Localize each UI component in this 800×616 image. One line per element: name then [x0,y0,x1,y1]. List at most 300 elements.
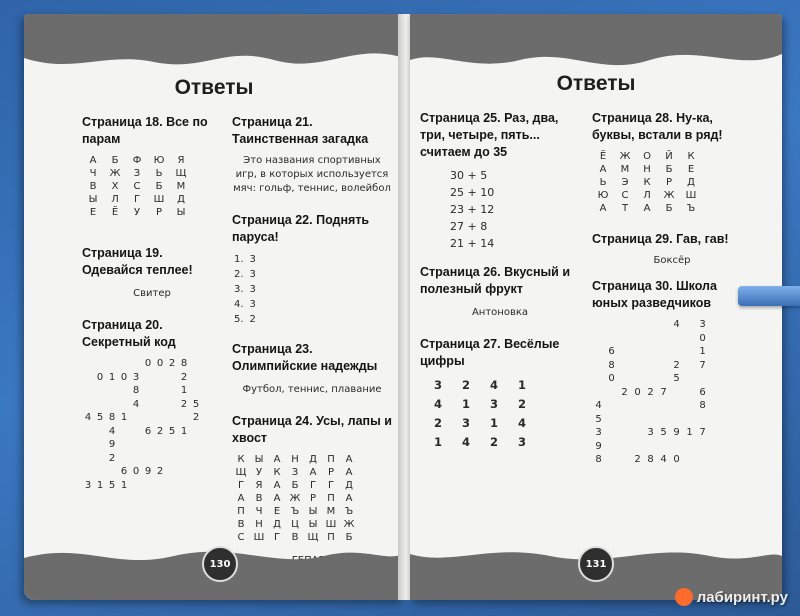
letter-cell: Д [687,177,695,188]
number-grid [424,376,580,452]
left-column-2 [232,114,392,568]
answer-text: Это названия спортивных игр, в которых используется мяч: гольф, теннис, волейбол [233,155,391,194]
digit-cell [605,453,618,467]
digit-cell [82,452,94,466]
letter-cell: Ч [89,168,97,179]
digit-cell [670,332,683,346]
digit-cell: 3 [517,435,526,449]
digit-cell: 4 [517,416,526,430]
digit-cell [631,332,644,346]
digit-cell [683,345,696,359]
digit-cell: 4 [673,319,680,330]
digit-cell [166,465,178,479]
digit-cell [683,359,696,373]
letter-cell: Ж [619,151,631,162]
digit-cell [190,357,202,371]
letter-cell: Ж [663,190,675,201]
digit-cell [618,332,631,346]
digit-cell [178,411,190,425]
letter-cell: А [89,155,97,166]
digit-cell: 0 [156,358,164,369]
digit-cell [631,318,644,332]
letter-cell: Ё [599,151,607,162]
list-item-number: 2. [234,269,244,280]
letter-cell: Ф [132,155,142,166]
letter-cell: Д [177,194,185,205]
digit-cell: 2 [156,425,164,437]
digit-cell: 3 [461,416,470,430]
digit-cell: 2 [517,397,526,411]
letter-cell: Р [327,467,335,478]
letter-cell: Ч [255,506,263,517]
digit-cell [657,359,670,373]
digit-cell [644,318,657,332]
digit-cell: 7 [699,359,706,371]
digit-cell [142,411,154,425]
digit-cell: 2 [489,435,498,449]
letter-cell: Ы [176,207,186,218]
section-title: Страница 22. Поднять парусa! [232,213,370,244]
digit-cell: 4 [489,378,498,392]
letter-cell: Г [327,480,335,491]
letter-cell: Й [665,151,673,162]
digit-cell [166,384,178,398]
digit-cell [618,345,631,359]
digit-cell [618,413,631,427]
top-wave-band [24,14,404,84]
digit-cell [142,438,154,452]
section-title: Страница 29. Гав, гав! [592,232,729,246]
digit-cell [657,345,670,359]
sum-item: 25 + 10 [450,186,495,199]
digit-cell [696,413,709,427]
digit-cell: 4 [433,397,442,411]
letter-cell: Ш [325,519,337,530]
digit-cell: 9 [595,440,602,452]
digit-cell [631,372,644,386]
number-grid [592,318,752,467]
digit-cell [166,452,178,466]
digit-cell [657,318,670,332]
digit-cell [94,384,106,398]
section-title: Страница 25. Раз, два, три, четыре, пять... считаем до 35 [420,111,559,159]
letter-cell: Ы [308,519,318,530]
bookmark-clip [738,286,800,306]
digit-cell [94,398,106,412]
digit-cell: 7 [699,427,706,438]
digit-cell [605,386,618,400]
digit-cell [683,386,696,400]
digit-cell: 8 [647,454,654,465]
sum-item: 23 + 12 [450,203,495,216]
digit-cell [94,452,106,466]
digit-cell: 0 [608,373,615,384]
section-title: Страница 18. Все по парам [82,115,208,146]
letter-cell: Ш [153,194,165,205]
letter-cell: Т [621,203,629,214]
digit-cell: 4 [132,398,140,410]
right-column-1 [420,110,580,468]
letter-cell: А [273,480,281,491]
letter-cell: Ь [599,177,607,188]
letter-cell: С [621,190,629,201]
digit-cell: 1 [96,479,104,491]
digit-cell: 3 [84,479,92,491]
digit-cell: 3 [647,427,654,438]
digit-cell [618,453,631,467]
letter-cell: А [599,203,607,214]
digit-cell [142,371,154,385]
letter-cell: Р [665,177,673,188]
page-number: 131 [578,546,614,582]
letter-cell: Н [643,164,651,175]
watermark [675,588,788,606]
digit-cell [683,372,696,386]
letter-cell: Я [177,155,185,166]
letter-cell: Ь [155,168,163,179]
digit-cell [592,345,605,359]
letter-cell: Ъ [686,203,696,214]
number-grid [82,357,222,492]
list-item [234,267,392,282]
digit-cell: 8 [595,454,602,465]
letter-cell: А [237,493,245,504]
digit-cell: 0 [96,371,104,383]
digit-cell: 5 [595,413,602,425]
answer-text: Боксёр [653,255,691,266]
right-page [410,14,782,600]
digit-cell [166,438,178,452]
digit-cell [142,384,154,398]
list-item-value: 3 [249,284,256,295]
digit-cell: 4 [84,412,92,423]
digit-cell [618,440,631,454]
list-item [234,297,392,312]
letter-cell: Х [111,181,119,192]
digit-cell: 1 [489,416,498,430]
letter-cell: У [133,207,141,218]
letter-cell: Л [643,190,651,201]
section-title: Страница 21. Таинственная загадка [232,115,369,146]
letter-cell: А [643,203,651,214]
digit-cell [154,398,166,412]
list-item-number: 3. [234,284,244,295]
digit-cell: 0 [699,332,706,344]
digit-cell [644,332,657,346]
digit-cell: 8 [132,385,140,396]
digit-cell: 3 [699,319,706,330]
digit-cell: 2 [180,398,188,410]
digit-cell [130,425,142,439]
digit-cell: 5 [96,412,104,423]
sums-list [450,167,580,252]
digit-cell [709,332,722,346]
left-column-1 [82,114,222,502]
letter-cell: Я [255,480,263,491]
letter-cell: Ё [111,207,119,218]
digit-cell [709,399,722,413]
digit-cell: 4 [108,425,116,437]
digit-cell [670,345,683,359]
section-title: Страница 27. Весёлые цифры [420,337,560,368]
letter-cell: Ы [88,194,98,205]
letter-grid [232,453,392,544]
digit-cell: 8 [108,412,116,423]
digit-cell [696,372,709,386]
list-item-value: 2 [249,314,256,325]
digit-cell: 9 [144,466,152,477]
list-item-value: 3 [249,299,256,310]
letter-cell: Г [133,194,141,205]
digit-cell: 6 [144,425,152,437]
letter-cell: П [327,493,335,504]
digit-cell: 5 [192,398,200,410]
digit-cell: 1 [120,412,128,423]
digit-cell [644,440,657,454]
digit-cell [709,318,722,332]
digit-cell [166,398,178,412]
letter-cell: К [237,454,245,465]
digit-cell [82,438,94,452]
section-title: Страница 19. Одевайся теплее! [82,246,193,277]
digit-cell [631,345,644,359]
digit-cell: 1 [108,371,116,383]
digit-cell: 2 [461,378,470,392]
letter-cell: Ъ [290,506,300,517]
digit-cell [709,440,722,454]
digit-cell [709,426,722,440]
digit-cell: 0 [120,371,128,383]
digit-cell [130,357,142,371]
digit-cell: 3 [489,397,498,411]
letter-cell: Н [255,519,263,530]
digit-cell [709,453,722,467]
digit-cell [178,465,190,479]
digit-cell [166,411,178,425]
letter-cell: Ц [291,519,299,530]
letter-cell: А [345,454,353,465]
digit-cell: 1 [461,397,470,411]
digit-cell [130,411,142,425]
digit-cell [154,411,166,425]
digit-cell [592,332,605,346]
letter-cell: Ы [254,454,264,465]
digit-cell: 0 [673,454,680,465]
letter-cell: А [345,493,353,504]
letter-cell: В [89,181,97,192]
letter-cell: В [237,519,245,530]
letter-cell: Е [89,207,97,218]
digit-cell: 8 [608,359,615,371]
digit-cell [592,359,605,373]
digit-cell [154,438,166,452]
digit-cell [709,386,722,400]
letter-cell: Д [309,454,317,465]
letter-cell: Б [665,164,673,175]
digit-cell: 1 [686,427,693,438]
digit-cell [644,413,657,427]
page-number: 130 [202,546,238,582]
labirint-logo-icon [675,588,693,606]
digit-cell [605,426,618,440]
letter-cell: Г [237,480,245,491]
digit-cell [709,359,722,373]
digit-cell [82,425,94,439]
digit-cell [644,345,657,359]
digit-cell: 2 [621,386,628,398]
digit-cell: 5 [108,479,116,491]
letter-cell: Л [111,194,119,205]
sum-item: 30 + 5 [450,169,488,182]
digit-cell: 1 [120,479,128,491]
letter-cell: С [237,532,245,543]
letter-cell: Щ [175,168,187,179]
digit-cell [631,440,644,454]
letter-cell: В [291,532,299,543]
digit-cell [631,399,644,413]
letter-cell: О [643,151,651,162]
digit-cell [644,359,657,373]
letter-cell: К [687,151,695,162]
section-title: Страница 24. Усы, лапы и хвост [232,414,392,445]
digit-cell [190,425,202,439]
digit-cell [644,372,657,386]
digit-cell [592,372,605,386]
digit-cell [657,413,670,427]
digit-cell [82,371,94,385]
letter-cell: Щ [307,532,319,543]
digit-cell [670,386,683,400]
digit-cell [670,413,683,427]
letter-cell: Ж [109,168,121,179]
letter-cell: Ш [253,532,265,543]
list-item-value: 3 [249,254,256,265]
digit-cell [190,479,202,493]
letter-cell: З [133,168,141,179]
digit-cell: 1 [433,435,442,449]
digit-cell [190,465,202,479]
list-item-number: 1. [234,254,244,265]
letter-cell: З [291,467,299,478]
letter-cell: К [273,467,281,478]
digit-cell: 4 [595,400,602,411]
letter-cell: А [273,454,281,465]
digit-cell [154,384,166,398]
digit-cell: 2 [108,452,116,464]
digit-cell [130,479,142,493]
digit-cell [605,332,618,346]
digit-cell: 6 [699,386,706,398]
letter-cell: Ъ [344,506,354,517]
list-item [234,312,392,327]
digit-cell [106,465,118,479]
digit-cell [709,345,722,359]
letter-cell: Е [273,506,281,517]
digit-cell [94,357,106,371]
section-title: Страница 28. Ну-ка, буквы, встали в ряд! [592,111,723,142]
letter-cell: Ы [308,506,318,517]
digit-cell: 7 [660,386,667,398]
sum-item: 21 + 14 [450,237,495,250]
letter-cell: Р [309,493,317,504]
digit-cell [82,465,94,479]
digit-cell: 1 [517,378,526,392]
digit-cell [118,452,130,466]
digit-cell [618,426,631,440]
digit-cell [94,425,106,439]
digit-cell [605,318,618,332]
digit-cell [118,438,130,452]
digit-cell [683,332,696,346]
letter-cell: М [326,506,336,517]
digit-cell: 0 [634,386,641,398]
digit-cell [631,359,644,373]
page-heading: Ответы [556,72,636,95]
digit-cell: 6 [120,466,128,477]
digit-cell [631,426,644,440]
digit-cell [618,399,631,413]
digit-cell: 3 [433,378,442,392]
digit-cell [683,413,696,427]
letter-grid [82,154,222,219]
letter-cell: Г [309,480,317,491]
digit-cell: 2 [168,358,176,369]
digit-cell [605,440,618,454]
section-title: Страница 20. Секретный код [82,318,176,349]
digit-cell: 2 [180,371,188,383]
digit-cell [618,359,631,373]
list-item [234,252,392,267]
digit-cell: 5 [168,425,176,437]
digit-cell [190,384,202,398]
letter-cell: А [345,467,353,478]
digit-cell: 9 [673,427,680,438]
letter-cell: Б [155,181,163,192]
letter-cell: Э [621,177,629,188]
letter-cell: П [327,454,335,465]
digit-cell [592,318,605,332]
digit-cell [696,453,709,467]
digit-cell [118,384,130,398]
digit-cell [657,399,670,413]
section-title: Страница 23. Олимпийские надежды [232,342,378,373]
digit-cell [670,440,683,454]
digit-cell: 5 [673,373,680,384]
digit-cell [592,386,605,400]
digit-cell [618,372,631,386]
digit-cell [696,440,709,454]
digit-cell: 2 [156,466,164,477]
letter-cell: Б [111,155,119,166]
digit-cell [657,332,670,346]
list-item [234,282,392,297]
answer-list [234,252,392,327]
digit-cell: 8 [180,358,188,369]
list-item-value: 3 [249,269,256,280]
digit-cell [118,425,130,439]
digit-cell [190,438,202,452]
digit-cell [142,479,154,493]
digit-cell [142,452,154,466]
digit-cell: 6 [608,346,615,357]
letter-cell: Д [273,519,281,530]
digit-cell [130,452,142,466]
digit-cell: 3 [595,427,602,438]
digit-cell: 1 [180,425,188,437]
letter-cell: Г [273,532,281,543]
digit-cell: 9 [108,439,116,450]
list-item-number: 5. [234,314,244,325]
